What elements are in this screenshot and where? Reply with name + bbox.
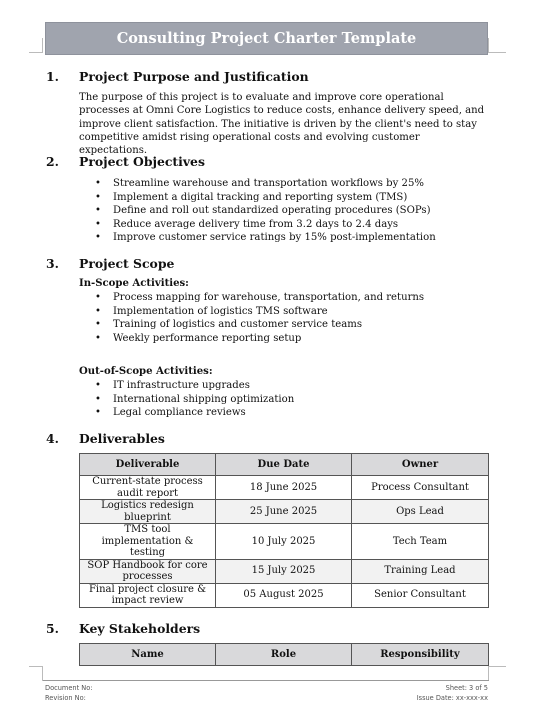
due-date-cell: 25 June 2025	[216, 500, 352, 524]
list-item: • Implement a digital tracking and reporting system (TMS)	[79, 191, 436, 205]
section-title: Project Purpose and Justification	[79, 69, 309, 84]
column-header: Role	[216, 644, 352, 666]
in-scope-list	[79, 291, 424, 345]
crop-mark	[42, 666, 43, 681]
issue-date: Issue Date: xx-xxx-xx	[416, 694, 488, 702]
crop-mark	[29, 666, 43, 667]
list-item: • Legal compliance reviews	[79, 406, 294, 420]
footer-divider	[43, 680, 489, 681]
list-item: • Reduce average delivery time from 3.2 days to 2.4 days	[79, 218, 436, 232]
section-paragraph: The purpose of this project is to evaluate and improve core operational processes at Omni Core Logistics to reduce costs, enhance delivery speed, and improve client satisfaction. The initiative is driven by the client's need to stay competitive amidst rising operational costs and evolving customer expectations.	[79, 92, 485, 157]
list-item: • Define and roll out standardized operating procedures (SOPs)	[79, 204, 436, 218]
owner-cell: Training Lead	[352, 559, 489, 583]
due-date-cell: 10 July 2025	[216, 524, 352, 560]
table-row	[80, 524, 489, 560]
section-title: Key Stakeholders	[79, 621, 201, 636]
out-of-scope-label: Out-of-Scope Activities:	[79, 366, 213, 377]
section-title: Project Objectives	[79, 154, 205, 169]
list-item: • Weekly performance reporting setup	[79, 332, 424, 346]
section-heading	[46, 69, 309, 84]
in-scope-label: In-Scope Activities:	[79, 278, 189, 289]
section-number: 2.	[46, 154, 59, 169]
sheet-number: Sheet: 3 of 5	[445, 684, 488, 692]
out-of-scope-list	[79, 379, 294, 420]
objectives-list	[79, 177, 436, 245]
section-heading	[46, 431, 165, 446]
section-number: 3.	[46, 256, 59, 271]
list-item: • IT infrastructure upgrades	[79, 379, 294, 393]
deliverable-cell: Current-state process audit report	[80, 476, 216, 500]
table-row	[80, 583, 489, 607]
list-item: • Streamline warehouse and transportation workflows by 25%	[79, 177, 436, 191]
deliverable-cell: SOP Handbook for core processes	[80, 559, 216, 583]
column-header: Deliverable	[80, 454, 216, 476]
deliverables-table	[79, 453, 489, 608]
table-row	[80, 476, 489, 500]
owner-cell: Process Consultant	[352, 476, 489, 500]
table-header-row	[80, 454, 489, 476]
due-date-cell: 18 June 2025	[216, 476, 352, 500]
due-date-cell: 15 July 2025	[216, 559, 352, 583]
document-number-label: Document No:	[45, 684, 93, 692]
deliverable-cell: Final project closure & impact review	[80, 583, 216, 607]
due-date-cell: 05 August 2025	[216, 583, 352, 607]
crop-mark	[488, 666, 489, 681]
crop-mark	[488, 666, 506, 667]
section-number: 5.	[46, 621, 59, 636]
owner-cell: Tech Team	[352, 524, 489, 560]
column-header: Owner	[352, 454, 489, 476]
section-heading	[46, 256, 174, 271]
owner-cell: Senior Consultant	[352, 583, 489, 607]
column-header: Responsibility	[352, 644, 489, 666]
table-row	[80, 500, 489, 524]
crop-mark	[488, 52, 506, 53]
section-title: Project Scope	[79, 256, 175, 271]
column-header: Name	[80, 644, 216, 666]
list-item: • International shipping optimization	[79, 393, 294, 407]
list-item: • Improve customer service ratings by 15% post-implementation	[79, 231, 436, 245]
section-number: 4.	[46, 431, 59, 446]
deliverable-cell: TMS tool implementation & testing	[80, 524, 216, 560]
section-title: Deliverables	[79, 431, 165, 446]
crop-mark	[488, 38, 489, 53]
stakeholders-table	[79, 643, 489, 666]
document-title: Consulting Project Charter Template	[45, 22, 488, 55]
revision-number-label: Revision No:	[45, 694, 86, 702]
list-item: • Implementation of logistics TMS software	[79, 305, 424, 319]
section-heading	[46, 154, 205, 169]
column-header: Due Date	[216, 454, 352, 476]
list-item: • Training of logistics and customer service teams	[79, 318, 424, 332]
deliverable-cell: Logistics redesign blueprint	[80, 500, 216, 524]
table-header-row	[80, 644, 489, 666]
crop-mark	[29, 52, 43, 53]
crop-mark	[42, 38, 43, 53]
list-item: • Process mapping for warehouse, transportation, and returns	[79, 291, 424, 305]
owner-cell: Ops Lead	[352, 500, 489, 524]
section-heading	[46, 621, 200, 636]
section-number: 1.	[46, 69, 59, 84]
table-row	[80, 559, 489, 583]
